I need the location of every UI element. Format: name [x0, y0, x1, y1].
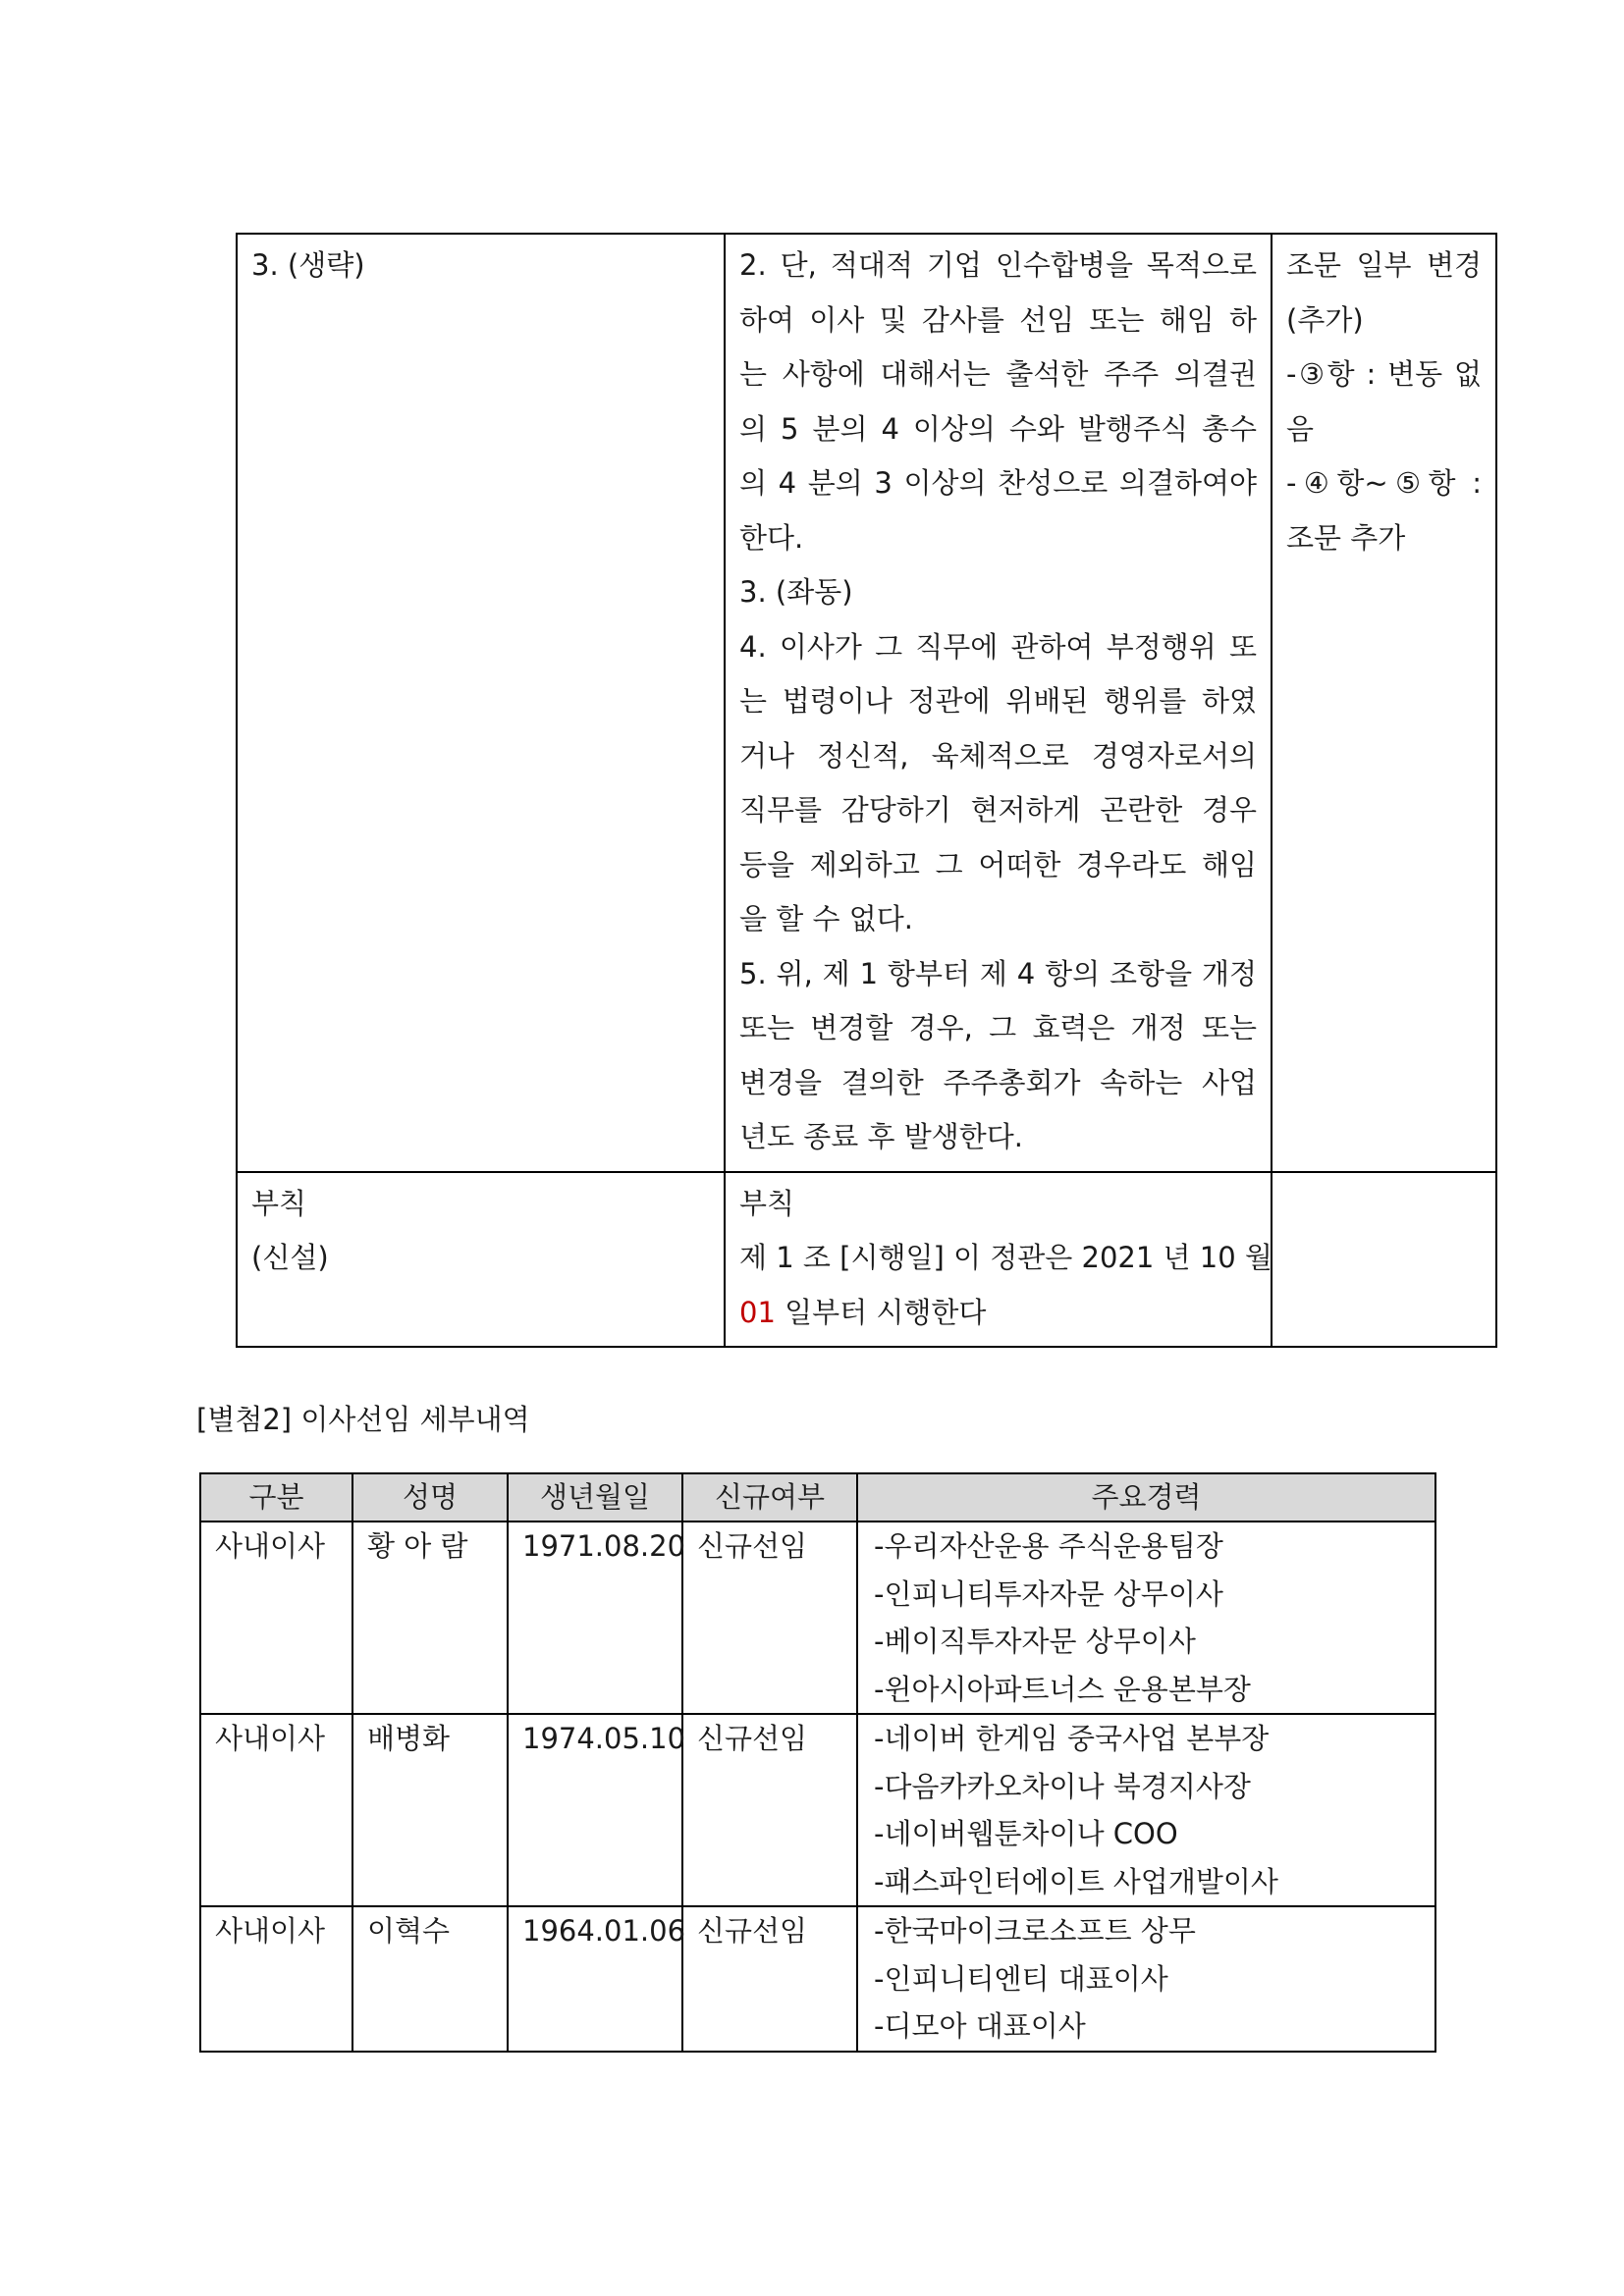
table-row [200, 1522, 1435, 1714]
paragraph-line: (추가) [1286, 302, 1364, 337]
birth-cell [508, 1522, 686, 1714]
category-text: 사내이사 [215, 1722, 326, 1755]
after-text-rest: 일부터 시행한다 [775, 1295, 987, 1329]
status-cell [682, 1906, 857, 2052]
paragraph-line: 음 [1286, 411, 1315, 446]
category-cell [200, 1522, 352, 1714]
paragraph-line: 한다. [739, 520, 804, 555]
paragraph-line: -④항~⑤항 : [1286, 466, 1482, 500]
table-row [237, 1172, 1496, 1348]
after-text [739, 1286, 1257, 1341]
career-cell [857, 1714, 1435, 1906]
paragraph-line: 의 5 분의 4 이상의 수와 발행주식 총수 [739, 411, 1257, 446]
remarks-cell [1272, 234, 1496, 1172]
career-item: -한국마이크로소프트 상무 [874, 1914, 1196, 1948]
status-cell [682, 1522, 857, 1714]
header-row [200, 1473, 1435, 1522]
before-cell [237, 1172, 725, 1348]
career-cell [857, 1906, 1435, 2052]
before-text: (신설) [251, 1241, 329, 1274]
career-item: -네이버웹툰차이나 COO [874, 1817, 1178, 1850]
section-caption: [별첨2] 이사선임 세부내역 [196, 1403, 530, 1436]
before-text: 부칙 [251, 1186, 307, 1220]
header-career: 주요경력 [857, 1473, 1435, 1522]
name-cell [352, 1906, 508, 2052]
paragraph-line: 직무를 감당하기 현저하게 곤란한 경우 [739, 793, 1257, 827]
paragraph-line: 년도 종료 후 발생한다. [739, 1120, 1023, 1153]
career-item: -네이버 한게임 중국사업 본부장 [874, 1722, 1270, 1755]
category-cell [200, 1906, 352, 2052]
name-cell [352, 1714, 508, 1906]
name-text: 이혁수 [367, 1914, 451, 1948]
name-text: 황 아 람 [367, 1529, 468, 1563]
remarks-cell [1272, 1172, 1496, 1348]
header-name: 성명 [352, 1473, 508, 1522]
status-text: 신규선임 [697, 1529, 808, 1563]
career-item: -디모아 대표이사 [874, 2009, 1086, 2043]
career-item: -베이직투자자문 상무이사 [874, 1625, 1196, 1658]
birth-cell [508, 1714, 686, 1906]
career-item: -인피니티투자자문 상무이사 [874, 1576, 1223, 1611]
career-cell [857, 1522, 1435, 1714]
paragraph-line: 등을 제외하고 그 어떠한 경우라도 해임 [739, 847, 1257, 881]
paragraph-line: 의 4 분의 3 이상의 찬성으로 의결하여야 [739, 466, 1257, 500]
header-status: 신규여부 [682, 1473, 857, 1522]
career-item: -우리자산운용 주식운용팀장 [874, 1529, 1223, 1563]
table-row [200, 1906, 1435, 2052]
status-text: 신규선임 [697, 1914, 808, 1948]
paragraph-line: 2. 단, 적대적 기업 인수합병을 목적으로 [739, 248, 1257, 282]
category-text: 사내이사 [215, 1529, 326, 1563]
paragraph-line: 또는 변경할 경우, 그 효력은 개정 또는 [739, 1011, 1257, 1044]
after-cell [725, 1172, 1272, 1348]
name-text: 배병화 [367, 1722, 451, 1755]
paragraph-line: 는 법령이나 정관에 위배된 행위를 하였 [739, 684, 1257, 718]
table-row [200, 1714, 1435, 1906]
paragraph-line: 변경을 결의한 주주총회가 속하는 사업 [739, 1065, 1257, 1099]
career-item: -패스파인터에이트 사업개발이사 [874, 1864, 1278, 1898]
paragraph-line: 조문 추가 [1286, 520, 1406, 555]
before-cell [237, 234, 725, 1172]
paragraph-line: 하여 이사 및 감사를 선임 또는 해임 하 [739, 302, 1257, 337]
category-text: 사내이사 [215, 1914, 326, 1948]
status-cell [682, 1714, 857, 1906]
birth-cell [508, 1906, 686, 2052]
paragraph-line: 5. 위, 제 1 항부터 제 4 항의 조항을 개정 [739, 956, 1257, 990]
paragraph-line: -③항 : 변동 없 [1286, 357, 1482, 391]
header-category: 구분 [200, 1473, 352, 1522]
birth-text: 1971.08.20 [522, 1529, 686, 1563]
career-item: -인피니티엔티 대표이사 [874, 1961, 1168, 1996]
highlighted-date: 01 [739, 1295, 776, 1329]
articles-comparison-table [236, 233, 1497, 1348]
name-cell [352, 1522, 508, 1714]
after-cell [725, 234, 1272, 1172]
paragraph-line: 4. 이사가 그 직무에 관하여 부정행위 또 [739, 629, 1257, 664]
before-text: 3. (생략) [251, 248, 365, 282]
table-row [237, 234, 1496, 1172]
paragraph-line: 거나 정신적, 육체적으로 경영자로서의 [739, 738, 1257, 773]
birth-text: 1964.01.06 [522, 1914, 686, 1948]
category-cell [200, 1714, 352, 1906]
career-item: -다음카카오차이나 북경지사장 [874, 1769, 1251, 1803]
birth-text: 1974.05.10 [522, 1722, 686, 1755]
paragraph-line: 3. (좌동) [739, 575, 853, 609]
header-birth: 생년월일 [508, 1473, 682, 1522]
career-item: -윈아시아파트너스 운용본부장 [874, 1672, 1251, 1706]
paragraph-line: 조문 일부 변경 [1286, 248, 1482, 282]
paragraph-line: 을 할 수 없다. [739, 902, 913, 935]
director-details-table [199, 1472, 1436, 2053]
paragraph-line: 는 사항에 대해서는 출석한 주주 의결권 [739, 357, 1257, 391]
status-text: 신규선임 [697, 1722, 808, 1755]
after-text: 부칙 [739, 1186, 795, 1220]
after-text: 제 1 조 [시행일] 이 정관은 2021 년 10 월 [739, 1241, 1272, 1274]
